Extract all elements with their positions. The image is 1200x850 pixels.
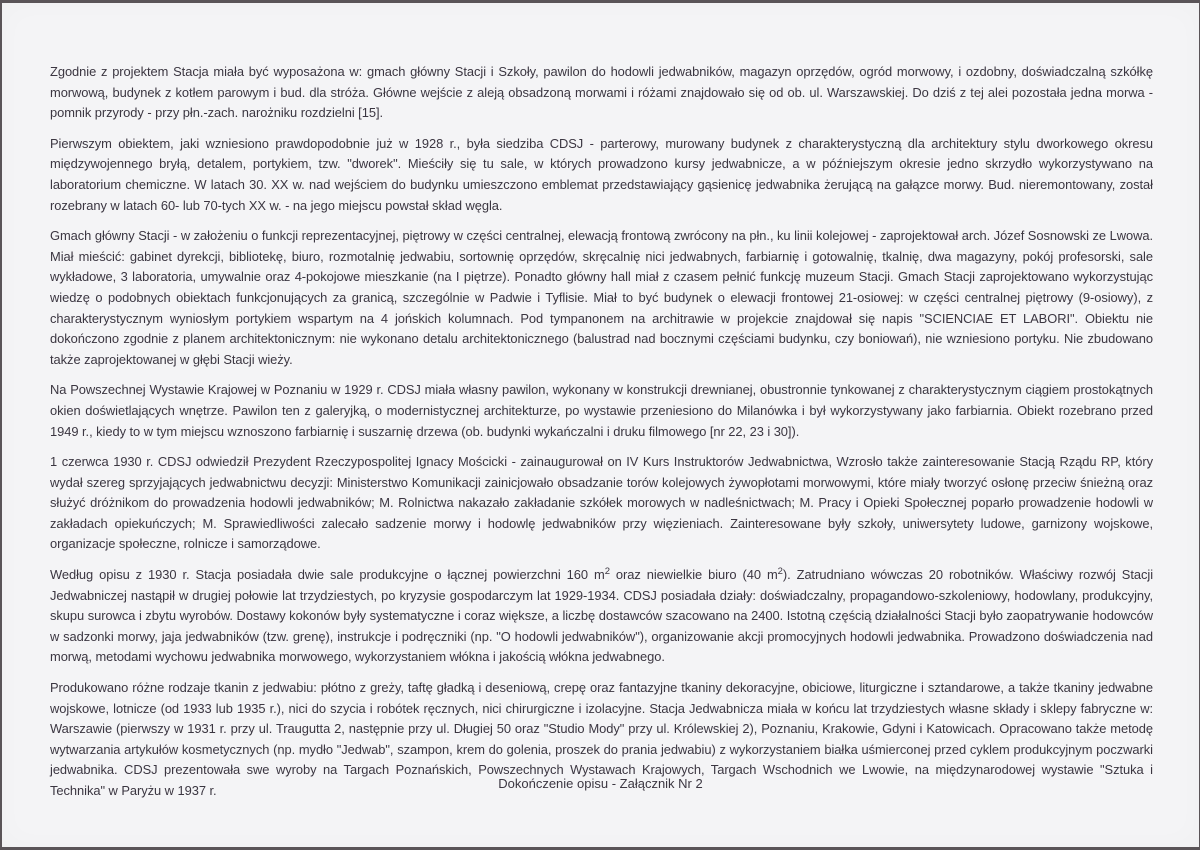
superscript: 2 — [604, 566, 610, 578]
paragraph-text: ). Zatrudniano wówczas 20 robotników. Właściwy rozwój Stacji Jedwabniczej nastąpił w drugiej połowie lat trzydziestych, po kryzysie gospodarczym lat 1929-1934. CDSJ posiadała działy: doświadczalny, propagandowo-szkoleniowy, hodowlany, produkcyjny, skupu surowca i zbytu wyrobów. Dostawy kokonów były systematyczne i coraz większe, a liczbę dostawców szacowano na 2400. Istotną częścią działalności Stacji było zaopatrywanie hodowców w sadzonki morwy, jaja jedwabników (tzw. grenę), instrukcje i podręczniki (np. "O hodowli jedwabników"), organizowanie akcji promocyjnych hodowli jedwabnika. Prowadzono doświadczenia nad morwą, metodami wychowu jedwabnika morwowego, wykorzystaniem włókna i jakością włókna jedwabnego. — [50, 567, 1154, 665]
paragraph-station-equipment: Zgodnie z projektem Stacja miała być wyposażona w: gmach główny Stacji i Szkoły, pawilon do hodowli jedwabników, magazyn oprzędów, ogród morwowy, i ozdobny, doświadczalną szkółkę morwową, budynek z kotłem parowym i bud. dla stróża. Główne wejście z aleją obsadzoną morwami i różami znajdowało się od ob. ul. Warszawskiej. Do dziś z tej alei pozostała jedna morwa - pomnik przyrody - przy płn.-zach. narożniku rozdzielni [15]. — [50, 64, 1153, 121]
document-body — [50, 62, 1153, 812]
footer-note: Dokończenie opisu - Załącznik Nr 2 — [498, 776, 703, 791]
paragraph-main-building: Gmach główny Stacji - w założeniu o funkcji reprezentacyjnej, piętrowy w części centralnej, elewacją frontową zwrócony na płn., ku linii kolejowej - zaprojektował arch. Józef Sosnowski ze Lwowa. Miał mieścić: gabinet dyrekcji, bibliotekę, biuro, rozmotalnię jedwabiu, sortownię oprzędów, skręcalnię nici jedwabnych, farbiarnię i gotowalnię, tkalnię, dwa magazyny, pokój profesorski, sale wykładowe, 3 laboratoria, umywalnie oraz 4-pokojowe mieszkanie (na I piętrze). Ponadto główny hall miał z czasem pełnić funkcję muzeum Stacji. Gmach Stacji zaprojektowano wykorzystując wiedzę o podobnych obiektach funkcjonujących za granicą, szczególnie w Padwie i Tyflisie. Miał to być budynek o elewacji frontowej 21-osiowej: w części centralnej piętrowy (9-osiowy), z charakterystycznym wyniosłym portykiem wspartym na 4 jońskich kolumnach. Pod tympanonem na architrawie w projekcie znajdował się napis "SCIENCIAE ET LABORI". Obiektu nie dokończono zgodnie z planem architektonicznym: nie wykonano detalu architektonicznego (balustrad nad bocznymi częściami budynku, czy boniowań), nie wzniesiono portyku. Nie zbudowano także zaprojektowanej w głębi Stacji wieży. — [50, 228, 1153, 367]
document-page — [2, 3, 1199, 847]
paragraph-president-visit: 1 czerwca 1930 r. CDSJ odwiedził Prezydent Rzeczypospolitej Ignacy Mościcki - zainaugurował on IV Kurs Instruktorów Jedwabnictwa, Wzrosło także zainteresowanie Stacją Rządu RP, który wydał szereg sprzyjających jedwabnictwu decyzji: Ministerstwo Komunikacji zainicjowało obsadzanie torów kolejowych żywopłotami morwowymi, które miały tworzyć osłonę przeciw śnieżną oraz służyć dróżnikom do prowadzenia hodowli jedwabników; M. Rolnictwa nakazało zakładanie szkółek morowych w nadleśnictwach; M. Pracy i Opieki Społecznej poparło prowadzenie hodowli w zakładach opiekuńczych; M. Sprawiedliwości zalecało sadzenie morwy i hodowlę jedwabników przy więzieniach. Zainteresowane były szkoły, uniwersytety ludowe, garnizony wojskowe, organizacje społeczne, rolnicze i samorządowe. — [50, 454, 1153, 552]
paragraph-silk-products: Produkowano różne rodzaje tkanin z jedwabiu: płótno z greży, taftę gładką i deseniową, crepę oraz fantazyjne tkaniny dekoracyjne, obiciowe, liturgiczne i sztandarowe, a także tkaniny jedwabne wojskowe, lotnicze (od 1933 lub 1935 r.), nici do szycia i robótek ręcznych, nici chirurgiczne i izolacyjne. Stacja Jedwabnicza miała w końcu lat trzydziestych własne składy i sklepy fabryczne w: Warszawie (pierwszy w 1931 r. przy ul. Traugutta 2, następnie przy ul. Długiej 50 oraz "Studio Mody" przy ul. Królewskiej 2), Poznaniu, Krakowie, Gdyni i Katowicach. Opracowano także metodę wytwarzania artykułów kosmetycznych (np. mydło "Jedwab", szampon, krem do golenia, proszek do prania jedwabiu) z wykorzystaniem białka uśmierconej przed cyklem produkcyjnym poczwarki jedwabnika. CDSJ prezentowała swe wyroby na Targach Poznańskich, Powszechnych Wystawach Krajowych, Targach Wschodnich we Lwowie, na międzynarodowej wystawie "Sztuka i Technika" w Paryżu w 1937 r. — [50, 680, 1153, 798]
superscript: 2 — [777, 566, 783, 578]
paragraph-text: Według opisu z 1930 r. Stacja posiadała dwie sale produkcyjne o łącznej powierzchni 160 m — [50, 567, 605, 583]
paragraph-text: oraz niewielkie biuro (40 m — [609, 567, 778, 583]
paragraph-poznan-exhibition: Na Powszechnej Wystawie Krajowej w Poznaniu w 1929 r. CDSJ miała własny pawilon, wykonany w konstrukcji drewnianej, obustronnie tynkowanej z charakterystycznym ciągiem prostokątnych okien doświetlających wnętrze. Pawilon ten z galeryjką, o modernistycznej architekturze, po wystawie przeniesiono do Milanówka i był wykorzystywany jako farbiarnia. Obiekt rozebrano przed 1949 r., kiedy to w tym miejscu wznoszono farbiarnię i suszarnię drzewa (ob. budynki wykańczalni i druku filmowego [nr 22, 23 i 30]). — [50, 382, 1153, 439]
paragraph-first-building: Pierwszym obiektem, jaki wzniesiono prawdopodobnie już w 1928 r., była siedziba CDSJ - parterowy, murowany budynek z charakterystyczną dla architektury stylu dworkowego okresu międzywojennego bryłą, detalem, portykiem, tzw. "dworek". Mieściły się tu sale, w których prowadzono kursy jedwabnicze, a w późniejszym okresie jedno skrzydło wykorzystywano na laboratorium chemiczne. W latach 30. XX w. nad wejściem do budynku umieszczono emblemat przedstawiający gąsienicę jedwabnika żerującą na gałązce morwy. Bud. nieremontowany, został rozebrany w latach 60- lub 70-tych XX w. - na jego miejscu powstał skład węgla. — [50, 135, 1153, 213]
paragraph-1930-description — [50, 565, 1153, 668]
